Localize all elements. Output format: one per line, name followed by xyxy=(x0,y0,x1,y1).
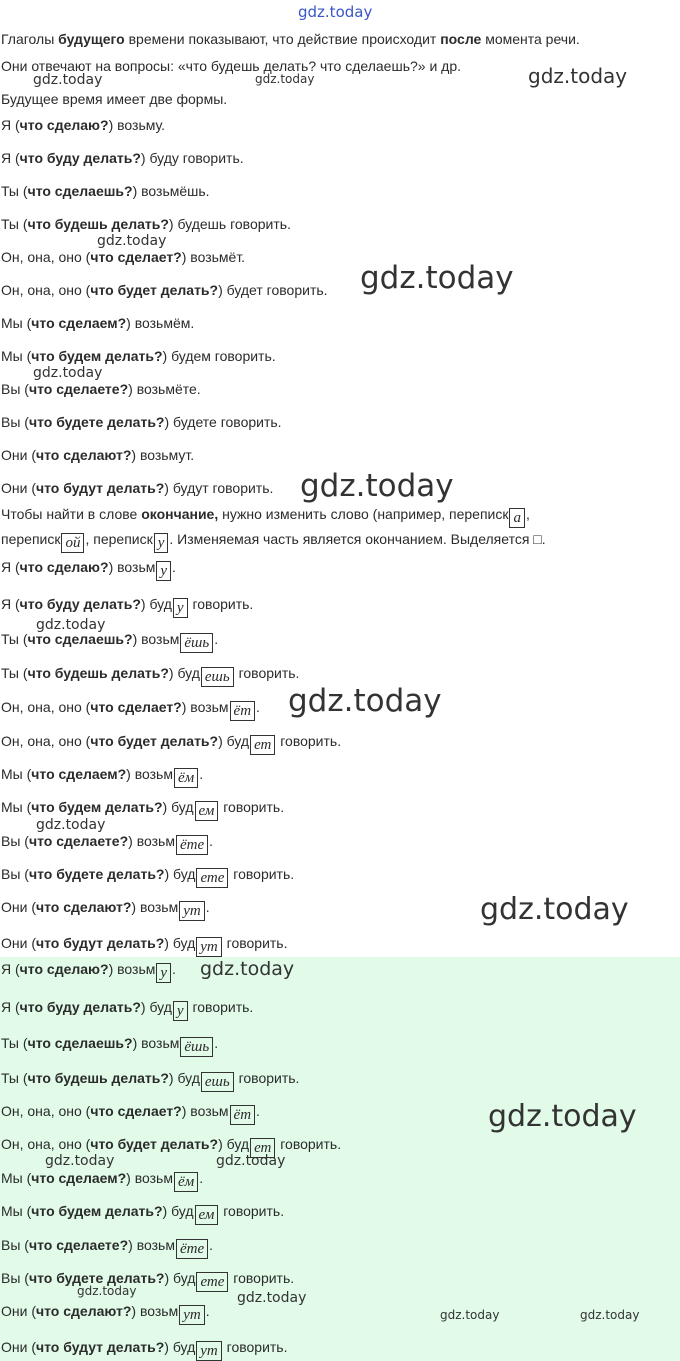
verb-stem-text: ) буд xyxy=(168,1070,200,1086)
question-text: что будет делать? xyxy=(90,733,219,749)
question-text: что сделает? xyxy=(90,1103,182,1119)
answer-form-line xyxy=(1,1135,341,1158)
form-line xyxy=(1,314,194,332)
question-text: что будете делать? xyxy=(28,414,165,430)
verb-tail-text: . xyxy=(256,1103,260,1119)
verb-stem-text: ) возьм xyxy=(181,699,229,715)
ending-box: а xyxy=(509,508,525,528)
watermark-text: gdz.today xyxy=(440,1308,500,1322)
pronoun-text: Ты ( xyxy=(1,631,28,647)
watermark-text: gdz.today xyxy=(45,1153,115,1169)
verb-text: ) возьмём. xyxy=(126,315,195,331)
question-text: что будем делать? xyxy=(31,799,163,815)
watermark-text: gdz.today xyxy=(97,233,167,249)
ending-box: ем xyxy=(195,1205,219,1225)
pronoun-text: Я ( xyxy=(1,559,20,575)
watermark-text: gdz.today xyxy=(580,1308,640,1322)
ending-box: ут xyxy=(196,937,222,957)
verb-tail-text: говорить. xyxy=(219,1203,285,1219)
ending-box: ой xyxy=(61,533,84,553)
verb-tail-text: . xyxy=(172,961,176,977)
marked-form-line xyxy=(1,765,203,788)
question-text: что будет делать? xyxy=(90,1136,219,1152)
question-text: что сделает? xyxy=(90,699,182,715)
verb-text: ) будем говорить. xyxy=(162,348,276,364)
ending-box: у xyxy=(156,561,171,581)
question-text: что сделаем? xyxy=(31,1170,127,1186)
pronoun-text: Он, она, оно ( xyxy=(1,1103,91,1119)
marked-form-line xyxy=(1,898,210,921)
verb-tail-text: говорить. xyxy=(229,866,295,882)
marked-form-line xyxy=(1,798,284,821)
pronoun-text: Он, она, оно ( xyxy=(1,282,91,298)
question-text: что сделаем? xyxy=(31,315,127,331)
pronoun-text: Мы ( xyxy=(1,1203,32,1219)
pronoun-text: Мы ( xyxy=(1,348,32,364)
pronoun-text: Я ( xyxy=(1,999,20,1015)
question-text: что будешь делать? xyxy=(27,216,169,232)
verb-stem-text: ) буд xyxy=(164,1339,196,1355)
question-text: что сделаешь? xyxy=(27,631,133,647)
question-text: что будут делать? xyxy=(36,1339,165,1355)
answer-form-line xyxy=(1,1069,299,1092)
verb-tail-text: . xyxy=(256,699,260,715)
form-line xyxy=(1,116,165,134)
intro-line-3: Будущее время имеет две формы. xyxy=(1,91,228,107)
pronoun-text: Они ( xyxy=(1,480,36,496)
marked-form-line xyxy=(1,595,253,618)
pronoun-text: Ты ( xyxy=(1,1035,28,1051)
verb-tail-text: . xyxy=(199,766,204,782)
ending-box: ут xyxy=(196,1341,222,1361)
verb-text: ) возьму. xyxy=(108,117,166,133)
verb-tail-text: говорить. xyxy=(229,1270,295,1286)
question-text: что сделаете? xyxy=(28,1237,129,1253)
form-line xyxy=(1,413,282,431)
ending-box: ёшь xyxy=(180,1037,213,1057)
question-text: что буду делать? xyxy=(19,999,141,1015)
question-text: что будешь делать? xyxy=(27,665,169,681)
question-text: что сделаю? xyxy=(19,117,109,133)
verb-text: ) будете говорить. xyxy=(164,414,282,430)
verb-stem-text: ) возьм xyxy=(108,559,156,575)
verb-text: ) будешь говорить. xyxy=(168,216,291,232)
pronoun-text: Они ( xyxy=(1,899,36,915)
answer-form-line xyxy=(1,1338,288,1361)
watermark-text: gdz.today xyxy=(300,468,454,504)
verb-text: ) возьмёте. xyxy=(128,381,201,397)
verb-tail-text: говорить. xyxy=(222,1339,288,1355)
ending-rule-line-1: Чтобы найти в слове окончание, нужно изменить слово (например, переписк а , xyxy=(1,506,530,526)
form-line xyxy=(1,215,291,233)
verb-stem-text: ) буд xyxy=(164,1270,196,1286)
verb-stem-text: ) буд xyxy=(164,866,196,882)
marked-form-line xyxy=(1,832,213,855)
ending-box: ут xyxy=(179,1305,205,1325)
ending-box: ёт xyxy=(230,1105,256,1125)
pronoun-text: Он, она, оно ( xyxy=(1,249,91,265)
form-line xyxy=(1,149,244,167)
marked-form-line xyxy=(1,630,218,653)
pronoun-text: Я ( xyxy=(1,596,20,612)
question-text: что сделаешь? xyxy=(27,1035,133,1051)
question-text: что сделаешь? xyxy=(27,183,133,199)
answer-form-line xyxy=(1,1236,213,1259)
verb-stem-text: ) буд xyxy=(218,733,250,749)
form-line xyxy=(1,446,194,464)
watermark-text: gdz.today xyxy=(528,64,628,88)
intro-line-2: Они отвечают на вопросы: «что будешь делать? что сделаешь?» и др. xyxy=(1,58,462,74)
verb-stem-text: ) возьм xyxy=(131,1303,179,1319)
pronoun-text: Мы ( xyxy=(1,1170,32,1186)
question-text: что будем делать? xyxy=(31,348,163,364)
answer-form-line xyxy=(1,1202,284,1225)
watermark-text: gdz.today xyxy=(36,817,106,833)
verb-text: ) возьмут. xyxy=(131,447,195,463)
ending-box: ете xyxy=(196,1272,228,1292)
ending-box: у xyxy=(156,963,171,983)
verb-stem-text: ) возьм xyxy=(108,961,156,977)
verb-stem-text: ) возьм xyxy=(126,766,173,782)
ending-box: ут xyxy=(179,901,205,921)
watermark-text: gdz.today xyxy=(77,1284,137,1298)
pronoun-text: Он, она, оно ( xyxy=(1,699,91,715)
question-text: что будут делать? xyxy=(36,480,165,496)
form-line xyxy=(1,380,201,398)
verb-stem-text: ) возьм xyxy=(131,899,179,915)
question-text: что сделают? xyxy=(36,1303,132,1319)
pronoun-text: Вы ( xyxy=(1,414,29,430)
verb-stem-text: ) буд xyxy=(140,596,172,612)
answer-form-line xyxy=(1,1034,218,1057)
form-line xyxy=(1,182,210,200)
pronoun-text: Ты ( xyxy=(1,216,28,232)
question-text: что будем делать? xyxy=(31,1203,163,1219)
marked-form-line xyxy=(1,865,294,888)
verb-stem-text: ) возьм xyxy=(181,1103,229,1119)
watermark-text: gdz.today xyxy=(216,1153,286,1169)
verb-tail-text: говорить. xyxy=(276,1136,342,1152)
pronoun-text: Я ( xyxy=(1,150,20,166)
pronoun-text: Он, она, оно ( xyxy=(1,1136,91,1152)
pronoun-text: Он, она, оно ( xyxy=(1,733,91,749)
verb-stem-text: ) возьм xyxy=(128,833,175,849)
pronoun-text: Они ( xyxy=(1,447,36,463)
question-text: что будешь делать? xyxy=(27,1070,169,1086)
pronoun-text: Вы ( xyxy=(1,866,29,882)
watermark-text: gdz.today xyxy=(288,683,442,719)
watermark-text: gdz.today xyxy=(33,365,103,381)
question-text: что сделаю? xyxy=(19,559,109,575)
question-text: что будете делать? xyxy=(28,1270,165,1286)
verb-stem-text: ) буд xyxy=(168,665,200,681)
pronoun-text: Вы ( xyxy=(1,1270,29,1286)
pronoun-text: Вы ( xyxy=(1,381,29,397)
pronoun-text: Они ( xyxy=(1,1339,36,1355)
watermark-text: gdz.today xyxy=(33,72,103,88)
question-text: что сделаю? xyxy=(19,961,109,977)
watermark-text: gdz.today xyxy=(360,260,514,296)
watermark-text: gdz.today xyxy=(200,958,295,980)
ending-box: ём xyxy=(174,768,198,788)
pronoun-text: Вы ( xyxy=(1,1237,29,1253)
verb-stem-text: ) возьм xyxy=(128,1237,175,1253)
watermark-text: gdz.today xyxy=(36,617,106,633)
ending-box: у xyxy=(154,533,169,553)
verb-stem-text: ) буд xyxy=(164,935,196,951)
answer-form-line xyxy=(1,1102,260,1125)
verb-stem-text: ) возьм xyxy=(132,1035,180,1051)
verb-stem-text: ) буд xyxy=(218,1136,250,1152)
marked-form-line xyxy=(1,934,288,957)
pronoun-text: Ты ( xyxy=(1,183,28,199)
verb-stem-text: ) буд xyxy=(162,1203,194,1219)
question-text: что сделаете? xyxy=(28,381,129,397)
intro-line-1: Глаголы будущего времени показывают, что действие происходит после момента речи. xyxy=(1,31,580,47)
question-text: что сделаете? xyxy=(28,833,129,849)
ending-box: у xyxy=(173,1001,188,1021)
question-text: что буду делать? xyxy=(19,596,141,612)
question-text: что сделают? xyxy=(36,899,132,915)
watermark-text: gdz.today xyxy=(237,1290,307,1306)
verb-text: ) возьмёшь. xyxy=(132,183,210,199)
verb-tail-text: . xyxy=(209,1237,213,1253)
marked-form-line xyxy=(1,664,299,687)
pronoun-text: Мы ( xyxy=(1,315,32,331)
verb-tail-text: говорить. xyxy=(234,665,300,681)
verb-tail-text: говорить. xyxy=(188,999,254,1015)
ending-box: ёте xyxy=(176,835,208,855)
verb-stem-text: ) возьм xyxy=(126,1170,173,1186)
ending-box: ет xyxy=(250,1138,275,1158)
pronoun-text: Вы ( xyxy=(1,833,29,849)
ending-box: ёт xyxy=(230,701,256,721)
verb-tail-text: . xyxy=(214,1035,219,1051)
verb-tail-text: . xyxy=(199,1170,204,1186)
ending-box: ёшь xyxy=(180,633,213,653)
verb-tail-text: говорить. xyxy=(222,935,288,951)
marked-form-line xyxy=(1,558,176,581)
form-line xyxy=(1,347,276,365)
ending-box: ём xyxy=(174,1172,198,1192)
verb-stem-text: ) буд xyxy=(162,799,194,815)
ending-box: ешь xyxy=(201,667,234,687)
verb-stem-text: ) буд xyxy=(140,999,172,1015)
ending-rule-line-2: переписк ой , переписк у . Изменяемая часть является окончанием. Выделяется □. xyxy=(1,531,546,551)
question-text: что сделают? xyxy=(36,447,132,463)
question-text: что сделает? xyxy=(90,249,182,265)
pronoun-text: Ты ( xyxy=(1,665,28,681)
answer-form-line xyxy=(1,1302,210,1325)
answer-form-line xyxy=(1,998,253,1021)
ending-box: ёте xyxy=(176,1239,208,1259)
pronoun-text: Мы ( xyxy=(1,766,32,782)
marked-form-line xyxy=(1,732,341,755)
ending-box: ешь xyxy=(201,1072,234,1092)
form-line xyxy=(1,281,328,299)
pronoun-text: Ты ( xyxy=(1,1070,28,1086)
verb-text: ) будет говорить. xyxy=(218,282,328,298)
verb-tail-text: . xyxy=(214,631,219,647)
pronoun-text: Я ( xyxy=(1,961,20,977)
verb-tail-text: . xyxy=(209,833,213,849)
pronoun-text: Я ( xyxy=(1,117,20,133)
pronoun-text: Мы ( xyxy=(1,799,32,815)
watermark-text: gdz.today xyxy=(488,1099,637,1134)
verb-tail-text: . xyxy=(172,559,176,575)
question-text: что будут делать? xyxy=(36,935,165,951)
pronoun-text: Они ( xyxy=(1,1303,36,1319)
form-line xyxy=(1,479,273,497)
ending-box: ете xyxy=(196,868,228,888)
verb-text: ) будут говорить. xyxy=(164,480,274,496)
ending-box: у xyxy=(173,598,188,618)
answer-form-line xyxy=(1,1269,294,1292)
question-text: что сделаем? xyxy=(31,766,127,782)
verb-stem-text: ) возьм xyxy=(132,631,180,647)
verb-text: ) возьмёт. xyxy=(181,249,246,265)
verb-tail-text: . xyxy=(205,899,210,915)
question-text: что будете делать? xyxy=(28,866,165,882)
ending-box: ем xyxy=(195,801,219,821)
answer-form-line xyxy=(1,960,176,983)
verb-tail-text: говорить. xyxy=(219,799,285,815)
verb-text: ) буду говорить. xyxy=(140,150,244,166)
question-text: что будет делать? xyxy=(90,282,219,298)
verb-tail-text: говорить. xyxy=(188,596,254,612)
verb-tail-text: говорить. xyxy=(276,733,342,749)
ending-box: ет xyxy=(250,735,275,755)
pronoun-text: Они ( xyxy=(1,935,36,951)
answer-form-line xyxy=(1,1169,203,1192)
watermark-text: gdz.today xyxy=(255,72,315,86)
form-line xyxy=(1,248,245,266)
verb-tail-text: . xyxy=(205,1303,210,1319)
site-header-link[interactable]: gdz.today xyxy=(298,3,373,21)
question-text: что буду делать? xyxy=(19,150,141,166)
marked-form-line xyxy=(1,698,260,721)
watermark-text: gdz.today xyxy=(480,892,629,927)
verb-tail-text: говорить. xyxy=(234,1070,300,1086)
